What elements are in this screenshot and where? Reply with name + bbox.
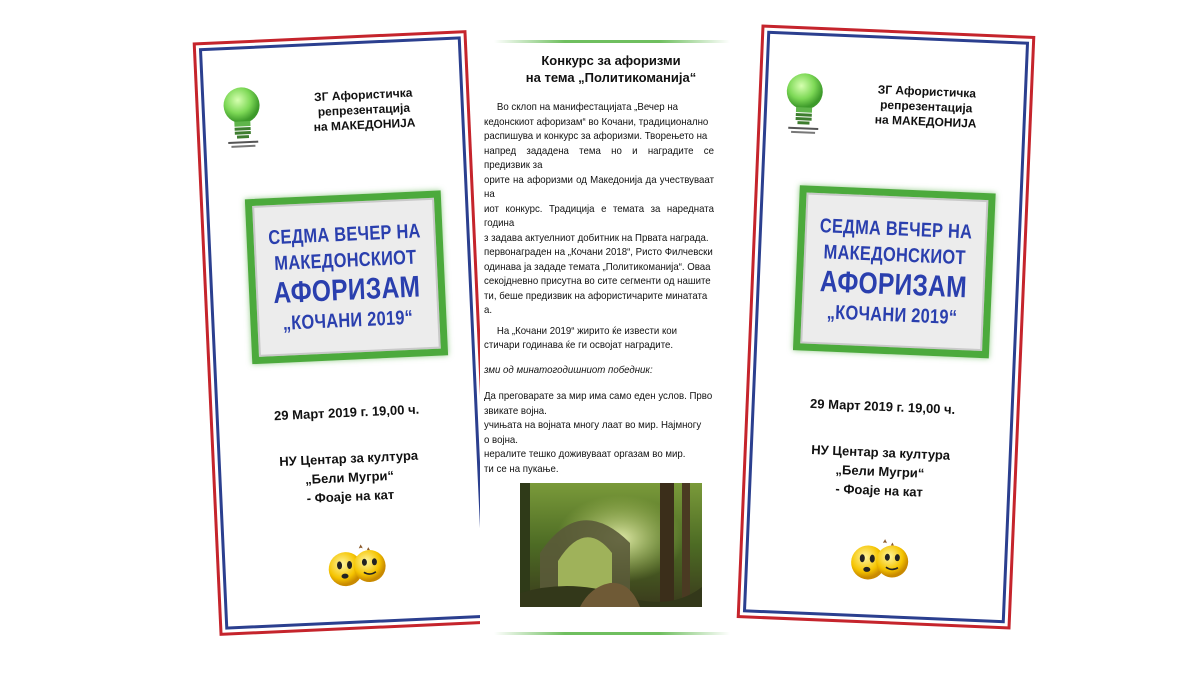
lightbulb-logo-icon — [782, 69, 829, 141]
aphorism-line: ти се на пукање. — [484, 462, 559, 475]
venue-line-3: - Фоаје на кат — [835, 481, 924, 500]
org-name-line2: на МАКЕДОНИЈА — [874, 112, 977, 131]
text-line: орите на афоризми од Македонија да учествуваат на — [484, 173, 714, 200]
text-line: распишува и конкурс за афоризми. Творењето на — [484, 130, 708, 142]
smiley-faces-icon — [323, 541, 395, 590]
contest-heading — [480, 52, 742, 86]
text-line: иот конкурс. Традиција е темата за наредната година — [484, 202, 714, 229]
text-line: первонаграден на „Кочани 2018“, Ристо Филчевски — [484, 246, 713, 258]
text-line: одинава ја зададе темата „Политикоманија“. Оваа — [484, 260, 711, 273]
aphorism-line: Да преговарате за мир има само еден услов. Прво — [484, 390, 713, 402]
org-name-line2: на МАКЕДОНИЈА — [313, 115, 416, 135]
forest-stone-bridge-photo — [520, 483, 702, 607]
contest-heading-line1: Конкурс за афоризми — [541, 53, 681, 68]
event-date: 29 Март 2019 г. 19,00 ч. — [809, 395, 956, 417]
title-line-1: СЕДМА ВЕЧЕР НА — [819, 214, 973, 244]
venue-line-2: „Бели Мугри“ — [835, 462, 925, 481]
aphorism-line: о војна. — [484, 433, 518, 446]
paragraph-1 — [484, 100, 714, 318]
text-line: а. — [484, 304, 493, 316]
org-name-line1: ЗГ Афористичка репрезентација — [313, 85, 413, 119]
paragraph-2 — [484, 324, 714, 353]
top-divider — [494, 40, 730, 43]
organization-header — [220, 74, 453, 154]
title-line-2: МАКЕДОНСКИОТ — [274, 246, 418, 275]
event-title-box — [245, 190, 448, 364]
venue-line-2: „Бели Мугри“ — [304, 467, 395, 487]
text-line: секојдневно присутна во сите сегменти од нашите — [484, 275, 711, 287]
event-title-box — [793, 185, 996, 358]
bottom-divider — [494, 632, 730, 635]
event-venue — [751, 438, 1009, 506]
venue-line-1: НУ Центар за култура — [811, 441, 951, 463]
title-line-3: АФОРИЗАМ — [819, 264, 968, 304]
venue-line-1: НУ Центар за култура — [278, 447, 419, 470]
text-line: На „Кочани 2019“ жирито ќе извести кои — [496, 324, 678, 337]
middle-page — [480, 40, 742, 638]
text-line: напред зададена тема но и наградите се предизвик за — [484, 144, 714, 171]
org-name-line1: ЗГ Афористичка репрезентација — [877, 82, 977, 116]
smiley-faces-icon — [845, 536, 917, 585]
text-line: кедонскиот афоризам“ во Кочани, традиционално — [484, 115, 709, 128]
organization-header — [782, 69, 1015, 149]
venue-line-3: - Фоаје на кат — [306, 486, 395, 506]
aphorism-line: звикате војна. — [484, 404, 547, 417]
text-line: стичари годинава ќе ги освојат наградите. — [484, 339, 674, 351]
lightbulb-logo-icon — [220, 82, 267, 154]
aphorism-line: нералите тешко доживуваат оргазам во мир. — [484, 448, 686, 460]
text-line: Во склоп на манифестацијата „Вечер на — [496, 101, 679, 113]
flyer-right — [743, 31, 1029, 623]
text-line: ти, беше предизвик на афористичарите минатата — [484, 289, 708, 302]
title-line-1: СЕДМА ВЕЧЕР НА — [267, 219, 422, 249]
title-line-4: „КОЧАНИ 2019“ — [282, 306, 415, 335]
flyer-left — [199, 36, 487, 629]
aphorisms-list — [484, 389, 714, 476]
aphorisms-label: зми од минатогодишниот победник: — [484, 363, 653, 376]
contest-heading-line2: на тема „Политикоманија“ — [525, 70, 697, 85]
title-line-2: МАКЕДОНСКИОТ — [823, 240, 967, 269]
event-venue — [220, 443, 478, 512]
title-line-3: АФОРИЗАМ — [272, 269, 422, 310]
event-date: 29 Март 2019 г. 19,00 ч. — [273, 401, 420, 424]
title-line-4: „КОЧАНИ 2019“ — [826, 301, 959, 329]
aphorism-line: учињата на војната многу лаат во мир. Најмногу — [484, 419, 702, 431]
contest-body — [484, 100, 714, 482]
text-line: з задава актуелниот добитник на Првата награда. — [484, 231, 709, 244]
